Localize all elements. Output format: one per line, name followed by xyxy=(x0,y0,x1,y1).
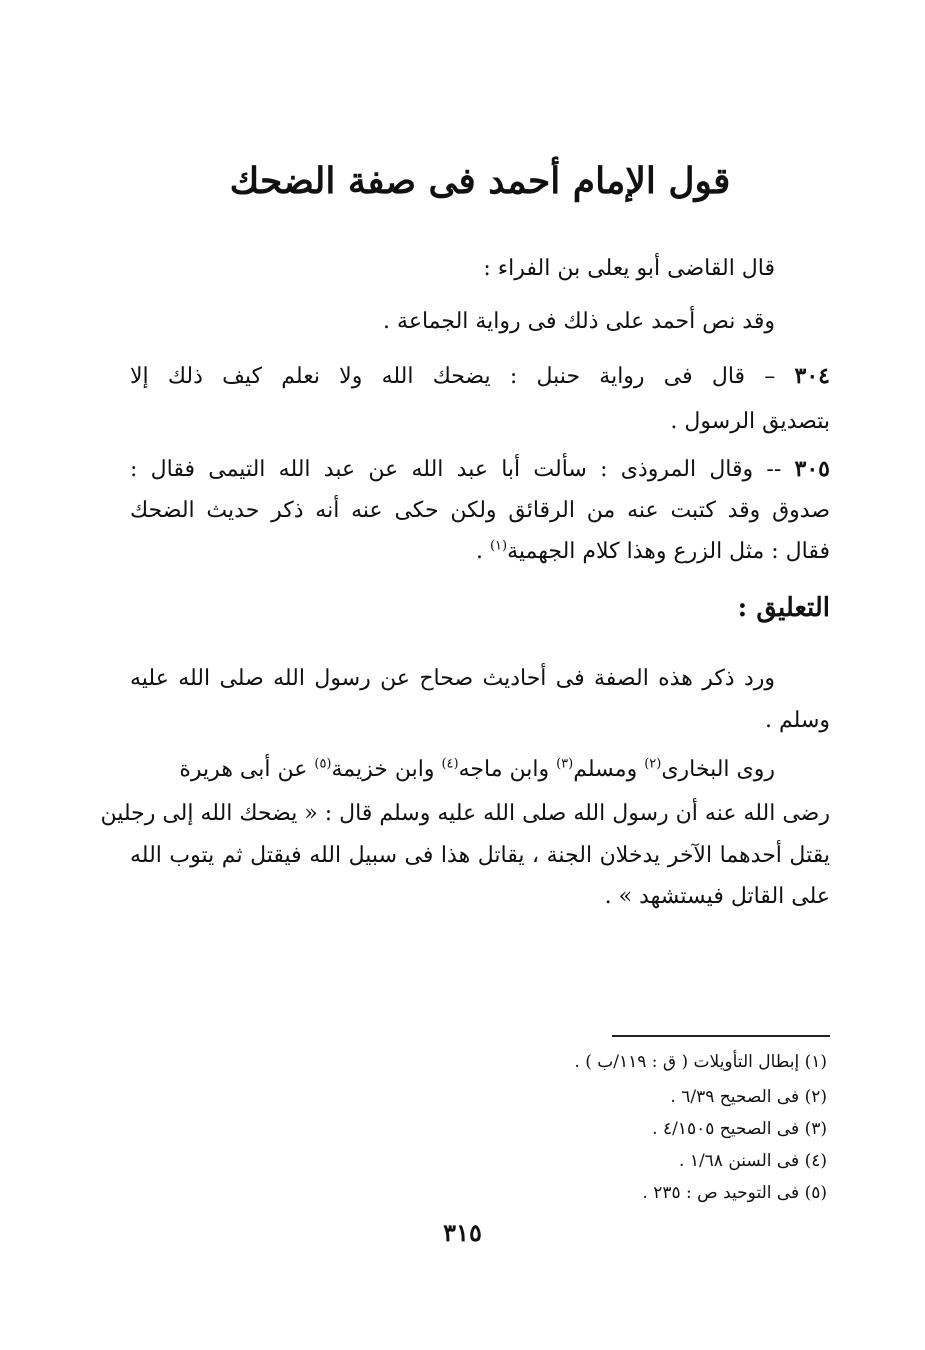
footnote-5: (٥) فى التوحيد ص : ٢٣٥ . xyxy=(642,1183,827,1203)
page-title: قول الإمام أحمد فى صفة الضحك xyxy=(229,160,731,202)
text-segment: ومسلم xyxy=(573,757,645,782)
paragraph-text: -- وقال المروذى : سألت أبا عبد الله عن عبد الله التيمى فقال : xyxy=(130,457,782,482)
footnote-ref: (٣) xyxy=(556,756,574,772)
paragraph-text-end: . xyxy=(475,539,490,564)
commentary-para2-line-3: يقتل أحدهما الآخر يدخلان الجنة ، يقاتل هذا فى سبيل الله فيقتل ثم يتوب الله xyxy=(130,843,830,868)
paragraph-305-line-3 xyxy=(130,538,830,567)
commentary-para2-line-1 xyxy=(130,756,775,785)
paragraph-304-line-2: بتصديق الرسول . xyxy=(670,409,830,434)
commentary-para1-line-2: وسلم . xyxy=(765,708,830,733)
text-segment: روى البخارى xyxy=(661,757,775,782)
footnote-separator xyxy=(612,1035,830,1037)
text-segment: وابن خزيمة xyxy=(331,757,442,782)
footnote-ref: (٤) xyxy=(441,756,459,772)
commentary-para1-line-1: ورد ذكر هذه الصفة فى أحاديث صحاح عن رسول الله صلى الله عليه xyxy=(130,666,775,691)
paragraph-305-line-1 xyxy=(130,455,830,485)
commentary-heading: التعليق : xyxy=(737,593,830,623)
footnote-ref: (١) xyxy=(489,538,508,554)
paragraph-number: ٣٠٥ xyxy=(794,456,830,482)
text-segment: وابن ماجه xyxy=(458,757,557,782)
footnote-3: (٣) فى الصحيح ٤/١٥٠٥ . xyxy=(652,1119,827,1139)
paragraph-text: – قال فى رواية حنبل : يضحك الله ولا نعلم كيف ذلك إلا xyxy=(130,364,776,389)
paragraph-305-line-2: صدوق وقد كتبت عنه من الرقائق ولكن حكى عنه أنه ذكر حديث الضحك xyxy=(130,498,830,523)
footnote-4: (٤) فى السنن ١/٦٨ . xyxy=(679,1151,827,1171)
commentary-para2-line-4: على القاتل فيستشهد » . xyxy=(604,884,830,909)
footnote-1: (١) إبطال التأويلات ( ق : ١١٩/ب ) . xyxy=(574,1052,827,1072)
footnote-ref: (٥) xyxy=(314,756,332,772)
page-number: ٣١٥ xyxy=(443,1218,482,1247)
paragraph-number: ٣٠٤ xyxy=(794,363,830,389)
footnote-2: (٢) فى الصحيح ٦/٣٩ . xyxy=(670,1087,827,1107)
paragraph-text: فقال : مثل الزرع وهذا كلام الجهمية xyxy=(507,539,830,564)
footnote-ref: (٢) xyxy=(644,756,662,772)
paragraph-304-line-1 xyxy=(130,362,830,392)
intro-line-2: وقد نص أحمد على ذلك فى رواية الجماعة . xyxy=(383,309,775,334)
text-segment: عن أبى هريرة xyxy=(179,757,315,782)
commentary-para2-line-2: رضى الله عنه أن رسول الله صلى الله عليه وسلم قال : « يضحك الله إلى رجلين xyxy=(100,801,830,826)
intro-line-1: قال القاضى أبو يعلى بن الفراء : xyxy=(483,256,775,281)
